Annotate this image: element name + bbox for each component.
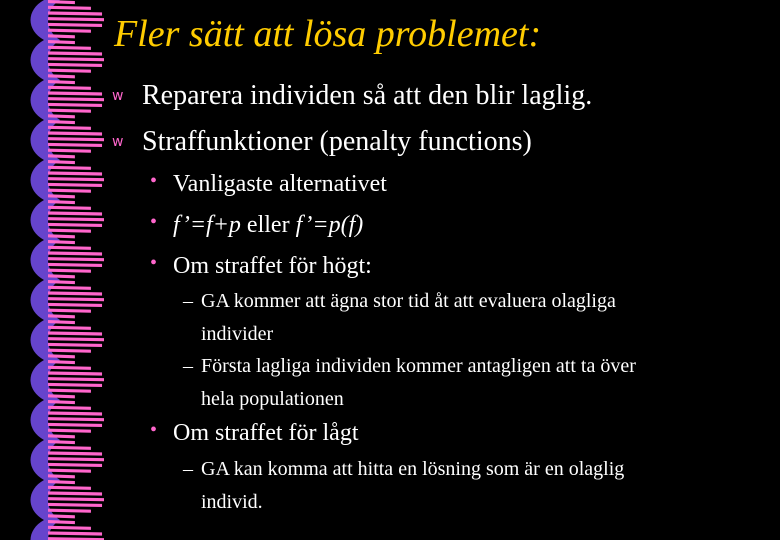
sub-bullet-dot: •: [150, 170, 158, 192]
ribbon-stripe: [48, 229, 91, 233]
ribbon-stripe: [48, 417, 104, 421]
ribbon-stripe: [48, 377, 104, 381]
ribbon-stripe: [48, 91, 102, 95]
sub-sub-bullet-low-1: [183, 453, 625, 519]
ribbon-stripe: [48, 457, 104, 461]
ribbon-stripe: [48, 446, 91, 450]
ribbon-stripe: [48, 23, 102, 27]
ribbon-stripe: [48, 183, 102, 187]
dash-icon: –: [183, 458, 193, 480]
sub-bullet-text: Vanligaste alternativet: [173, 171, 387, 197]
ribbon-stripe: [48, 269, 91, 273]
bullet-text: Straffunktioner (penalty functions): [142, 126, 532, 157]
sub-bullet-too-high: [150, 252, 372, 279]
ribbon-stripe: [48, 297, 104, 301]
ribbon-stripe: [48, 526, 91, 530]
ribbon-stripe: [48, 63, 102, 67]
sub-sub-bullet-text-cont: individ.: [201, 491, 263, 513]
ribbon-stripe: [48, 469, 91, 473]
formula-2: f’=p(f): [295, 212, 364, 238]
ribbon-stripe: [48, 503, 102, 507]
ribbon-stripe: [48, 143, 102, 147]
ribbon-stripe: [48, 509, 91, 513]
sub-sub-bullet-text: Första lagliga individen kommer antagligen att ta över: [201, 355, 636, 377]
sub-sub-bullet-high-2: [183, 350, 636, 416]
bullet-text: Reparera individen så att den blir laglig.: [142, 80, 593, 111]
ribbon-stripe: [48, 486, 91, 490]
decorative-ribbon: [14, 0, 104, 540]
sub-bullet-formula: [150, 211, 364, 238]
ribbon-stripe: [48, 389, 91, 393]
sub-sub-bullet-text-cont: hela populationen: [201, 388, 344, 410]
ribbon-stripe: [48, 6, 91, 10]
ribbon-stripe: [48, 331, 102, 335]
ribbon-stripe: [48, 251, 102, 255]
ribbon-stripe: [48, 326, 91, 330]
ribbon-stripe: [48, 51, 102, 55]
sub-sub-bullet-text: GA kan komma att hitta en lösning som är en olaglig: [201, 458, 625, 480]
ribbon-stripe: [48, 109, 91, 113]
ribbon-stripe: [48, 491, 102, 495]
ribbon-stripe: [48, 57, 104, 61]
ribbon-stripe: [48, 383, 102, 387]
ribbon-stripe: [48, 451, 102, 455]
ribbon-stripe: [48, 223, 102, 227]
sub-bullet-text: Om straffet för lågt: [173, 420, 359, 446]
ribbon-stripe: [48, 429, 91, 433]
ribbon-stripe: [48, 217, 104, 221]
sub-sub-bullet-high-1: [183, 285, 616, 351]
ribbon-stripe: [48, 171, 102, 175]
ribbon-stripe: [48, 103, 102, 107]
sub-bullet-too-low: [150, 419, 359, 446]
ribbon-stripe: [48, 366, 91, 370]
ribbon-stripe: [48, 531, 102, 535]
ribbon-stripe: [48, 206, 91, 210]
sub-bullet-dot: •: [150, 419, 158, 441]
ribbon-stripe: [48, 263, 102, 267]
bullet-repair: [112, 80, 593, 112]
formula-1: f’=f+p: [173, 212, 241, 238]
sub-sub-bullet-text: GA kommer att ägna stor tid åt att evaluera olagliga: [201, 290, 616, 312]
bullet-icon: w: [112, 88, 124, 104]
ribbon-stripe: [48, 343, 102, 347]
ribbon-stripe: [48, 137, 104, 141]
ribbon-stripe: [48, 189, 91, 193]
ribbon-stripe: [48, 126, 91, 130]
formula-or: eller: [240, 212, 296, 238]
slide-title: Fler sätt att lösa problemet:: [114, 13, 542, 55]
ribbon-stripe: [48, 349, 91, 353]
ribbon-stripe: [48, 11, 102, 15]
ribbon-stripe: [48, 497, 104, 501]
ribbon-stripe: [48, 131, 102, 135]
ribbon-stripe: [48, 371, 102, 375]
sub-bullet-dot: •: [150, 252, 158, 274]
ribbon-stripe: [48, 463, 102, 467]
ribbon-stripe: [48, 211, 102, 215]
ribbon-stripe: [48, 86, 91, 90]
ribbon-stripe: [48, 149, 91, 153]
ribbon-stripe: [48, 97, 104, 101]
ribbon-stripe: [48, 177, 104, 181]
ribbon-stripe: [48, 423, 102, 427]
ribbon-stripe: [48, 411, 102, 415]
ribbon-stripe: [48, 257, 104, 261]
bullet-penalty: [112, 126, 532, 158]
ribbon-stripe: [48, 69, 91, 73]
sub-bullet-dot: •: [150, 211, 158, 233]
dash-icon: –: [183, 355, 193, 377]
ribbon-stripe: [48, 406, 91, 410]
ribbon-stripe: [48, 46, 91, 50]
ribbon-stripe: [48, 166, 91, 170]
sub-bullet-text: Om straffet för högt:: [173, 253, 372, 279]
dash-icon: –: [183, 290, 193, 312]
ribbon-stripe: [48, 246, 91, 250]
ribbon-stripe: [48, 309, 91, 313]
sub-bullet-common: [150, 170, 387, 197]
ribbon-stripe: [48, 337, 104, 341]
ribbon-stripe: [48, 29, 91, 33]
sub-sub-bullet-text-cont: individer: [201, 323, 274, 345]
ribbon-stripe: [48, 17, 104, 21]
ribbon-stripe: [48, 286, 91, 290]
ribbon-stripe: [48, 291, 102, 295]
bullet-icon: w: [112, 134, 124, 150]
ribbon-stripe: [48, 303, 102, 307]
